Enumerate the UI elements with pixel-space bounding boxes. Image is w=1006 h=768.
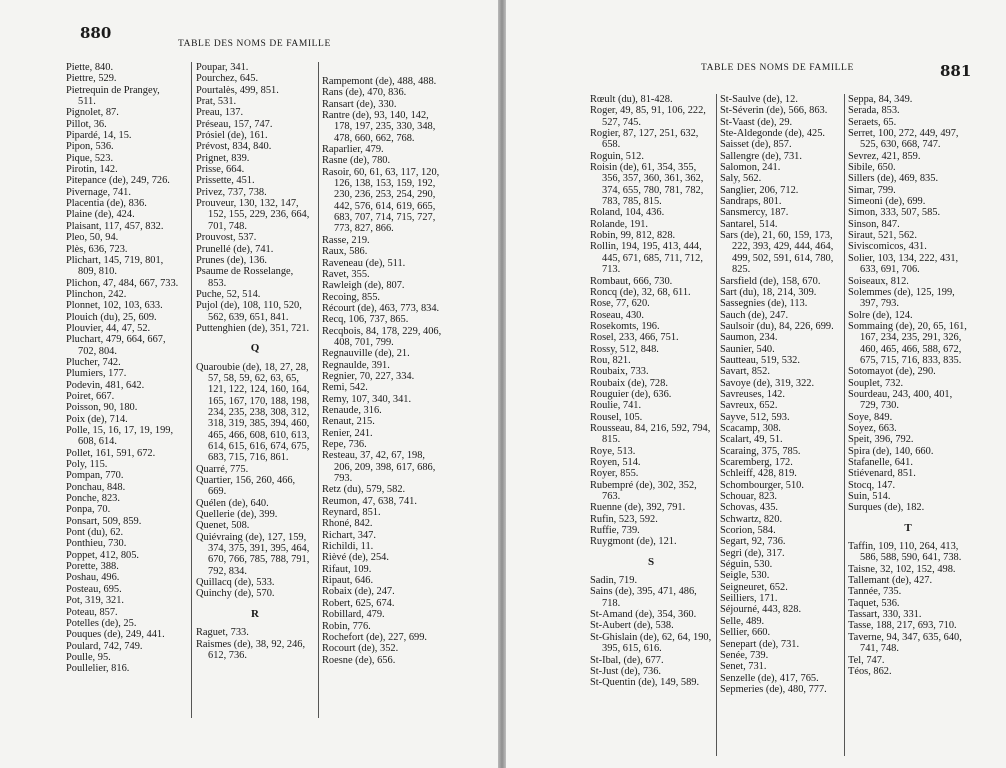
index-column: [720, 94, 842, 695]
index-entry: Ponche, 823.: [66, 493, 120, 505]
index-entry: Prat, 531.: [196, 96, 237, 108]
index-column: [848, 94, 968, 677]
index-entry: Tallemant (de), 427.: [848, 575, 933, 587]
index-entry: Prósiel (de), 161.: [196, 130, 268, 142]
index-entry: Plucher, 742.: [66, 356, 121, 368]
index-entry: Poppet, 412, 805.: [66, 549, 140, 561]
index-entry: Siraut, 521, 562.: [848, 230, 917, 242]
index-entry: Serret, 100, 272, 449, 497, 525, 630, 668, 747.: [848, 128, 959, 151]
index-entry: Rolande, 191.: [590, 218, 649, 230]
index-entry: Retz (du), 579, 582.: [322, 484, 406, 496]
index-entry: Rampemont (de), 488, 488.: [322, 76, 437, 87]
index-entry: Préseau, 157, 747.: [196, 118, 273, 130]
index-entry: Quinchy (de), 570.: [196, 588, 275, 600]
index-entry: Roubaix, 733.: [590, 366, 649, 378]
index-entry: Regnaulde, 391.: [322, 359, 390, 371]
index-entry: Schwartz, 820.: [720, 513, 783, 525]
section-letter: T: [904, 521, 912, 534]
index-entry: Pot, 319, 321.: [66, 595, 125, 607]
index-entry: Tel, 747.: [848, 654, 885, 666]
index-entry: Pirotin, 142.: [66, 164, 118, 176]
index-entry: Ponpa, 70.: [66, 504, 111, 516]
index-entry: Poupar, 341.: [196, 62, 249, 73]
index-entry: Poisson, 90, 180.: [66, 402, 138, 414]
index-entry: Rousel, 105.: [590, 411, 643, 423]
index-entry: Schovas, 435.: [720, 502, 779, 514]
index-entry: Saly, 562.: [720, 173, 762, 185]
index-entry: Sourdeau, 243, 400, 401, 729, 730.: [848, 388, 953, 412]
index-entry: Pollet, 161, 591, 672.: [66, 447, 156, 459]
index-entry: Robert, 625, 674.: [322, 597, 395, 609]
index-entry: Plès, 636, 723.: [66, 243, 128, 255]
index-entry: Schouar, 823.: [720, 491, 778, 503]
index-entry: Rocourt (de), 352.: [322, 643, 399, 655]
index-entry: Plouvier, 44, 47, 52.: [66, 322, 151, 334]
index-entry: Savreuses, 142.: [720, 388, 785, 400]
index-entry: Reumon, 47, 638, 741.: [322, 495, 417, 507]
index-entry: Selle, 489.: [720, 615, 765, 627]
index-entry: Sevrez, 421, 859.: [848, 150, 921, 162]
index-entry: Renaude, 316.: [322, 404, 382, 416]
index-entry: Scacamp, 308.: [720, 422, 781, 434]
index-entry: Scalart, 49, 51.: [720, 434, 783, 446]
index-entry: Sellier, 660.: [720, 627, 771, 639]
index-entry: Speit, 396, 792.: [848, 434, 914, 446]
index-entry: Recqbois, 84, 178, 229, 406, 408, 701, 799.: [322, 325, 442, 348]
index-entry: St-Amand (de), 354, 360.: [590, 609, 697, 621]
index-entry: Simar, 799.: [848, 184, 896, 196]
index-entry: Roisin (de), 61, 354, 355, 356, 357, 360, 361, 362, 374, 655, 780, 781, 782, 783, 785, 815.: [590, 162, 704, 208]
index-entry: Pourtalès, 499, 851.: [196, 84, 279, 96]
index-entry: Pivernage, 741.: [66, 186, 131, 198]
index-entry: Seraets, 65.: [848, 116, 897, 128]
index-entry: Senzelle (de), 417, 765.: [720, 672, 819, 684]
index-entry: Pluchart, 479, 664, 667, 702, 804.: [66, 334, 166, 357]
index-entry: Poix (de), 714.: [66, 413, 128, 425]
index-entry: Seilliers, 171.: [720, 593, 778, 605]
index-entry: Poiret, 667.: [66, 390, 115, 402]
index-entry: Preau, 137.: [196, 107, 244, 119]
index-entry: Sandraps, 801.: [720, 196, 782, 208]
index-entry: Saisset (de), 857.: [720, 139, 792, 151]
column-rule: [716, 94, 717, 756]
page-number: 881: [940, 62, 972, 80]
index-entry: Quartier, 156, 260, 466, 669.: [196, 475, 296, 498]
index-entry: Seigle, 530.: [720, 570, 770, 582]
index-entry: Solemmes (de), 125, 199, 397, 793.: [848, 286, 955, 310]
index-entry: Seppa, 84, 349.: [848, 94, 913, 105]
index-entry: Rièvé (de), 254.: [322, 552, 389, 564]
index-entry: Sauch (de), 247.: [720, 309, 789, 321]
index-entry: Potelles (de), 25.: [66, 617, 137, 629]
index-entry: Roye, 513.: [590, 445, 636, 457]
index-entry: Remi, 542.: [322, 382, 368, 394]
index-entry: Robin, 776.: [322, 620, 371, 632]
index-entry: Robaix (de), 247.: [322, 586, 395, 598]
index-entry: St-Just (de), 736.: [590, 665, 661, 677]
book-gutter: [498, 0, 506, 768]
index-entry: Recoing, 855.: [322, 291, 381, 303]
index-entry: Solier, 103, 134, 222, 431, 633, 691, 706.: [848, 252, 959, 276]
index-entry: Pipon, 536.: [66, 141, 114, 153]
index-entry: Spira (de), 140, 660.: [848, 445, 934, 457]
index-entry: Resteau, 37, 42, 67, 198, 206, 209, 398, 617, 686, 793.: [322, 450, 436, 485]
index-entry: Solre (de), 124.: [848, 309, 913, 321]
index-entry: Sars (de), 21, 60, 159, 173, 222, 393, 429, 444, 464, 499, 502, 591, 614, 780, 825.: [720, 230, 834, 276]
index-entry: Remy, 107, 340, 341.: [322, 393, 412, 405]
index-entry: Serada, 853.: [848, 105, 900, 117]
index-entry: Quillacq (de), 533.: [196, 577, 275, 589]
index-entry: St-Vaast (de), 29.: [720, 116, 793, 128]
page-number: 880: [80, 24, 112, 42]
index-entry: Prévost, 834, 840.: [196, 141, 272, 153]
index-entry: Podevin, 481, 642.: [66, 379, 145, 391]
index-entry: Raguet, 733.: [196, 627, 249, 639]
section-letter: S: [647, 555, 655, 568]
index-entry: Sepmeries (de), 480, 777.: [720, 683, 827, 695]
index-entry: Soiseaux, 812.: [848, 275, 909, 287]
index-column: [590, 94, 712, 689]
index-entry: Poshau, 496.: [66, 572, 120, 584]
index-entry: Quélen (de), 640.: [196, 497, 269, 509]
running-head: TABLE DES NOMS DE FAMILLE: [701, 63, 854, 73]
index-entry: Prunellé (de), 741.: [196, 243, 274, 255]
index-entry: Quenet, 508.: [196, 520, 250, 532]
index-entry: Pont (du), 62.: [66, 527, 124, 539]
section-letter: R: [251, 607, 259, 620]
index-entry: Schombourger, 510.: [720, 479, 804, 491]
index-entry: Plumiers, 177.: [66, 368, 127, 380]
index-entry: Posteau, 695.: [66, 583, 122, 595]
index-entry: Sillers (de), 469, 835.: [848, 173, 939, 185]
index-entry: Senet, 731.: [720, 661, 767, 673]
index-entry: Ransart (de), 330.: [322, 98, 397, 110]
index-entry: Sart (du), 18, 214, 309.: [720, 286, 817, 298]
index-entry: Rasoir, 60, 61, 63, 117, 120, 126, 138, 153, 159, 192, 230, 236, 253, 254, 290, 442, 576, 614, 619, 665, 683, 707, 714, 715, 727, 773, 827, 866.: [322, 166, 440, 235]
index-entry: Sanglier, 206, 712.: [720, 184, 799, 196]
index-entry: Pujol (de), 108, 110, 520, 562, 639, 651, 841.: [196, 300, 302, 323]
index-entry: Taverne, 94, 347, 635, 640, 741, 748.: [848, 631, 962, 655]
index-entry: Ponsart, 509, 859.: [66, 515, 142, 527]
index-entry: Regnauville (de), 21.: [322, 348, 410, 360]
index-entry: Recq, 106, 737, 865.: [322, 314, 409, 326]
index-entry: St-Ibal, (de), 677.: [590, 654, 664, 666]
index-entry: Tannée, 735.: [848, 586, 902, 598]
index-entry: Psaume de Rosselange, 853.: [196, 266, 294, 289]
index-entry: Piettre, 529.: [66, 73, 117, 85]
index-entry: Plinchon, 242.: [66, 288, 127, 300]
index-entry: Poteau, 857.: [66, 606, 118, 618]
index-column: [66, 62, 180, 675]
index-entry: Rombaut, 666, 730.: [590, 275, 673, 287]
index-entry: Siviscomicos, 431.: [848, 241, 927, 253]
index-entry: Ruygmont (de), 121.: [590, 536, 677, 548]
index-entry: Rouguier (de), 636.: [590, 388, 672, 400]
index-entry: Richildi, 11.: [322, 541, 374, 553]
index-entry: Prignet, 839.: [196, 152, 250, 164]
index-entry: Roger, 49, 85, 91, 106, 222, 527, 745.: [590, 105, 706, 128]
index-entry: Ravet, 355.: [322, 268, 370, 280]
index-entry: Simon, 333, 507, 585.: [848, 207, 941, 219]
index-entry: Scaremberg, 172.: [720, 457, 793, 468]
index-entry: St-Séverin (de), 566, 863.: [720, 105, 828, 117]
index-column: [322, 76, 444, 666]
index-entry: Regnier, 70, 227, 334.: [322, 370, 415, 382]
index-entry: Ste-Aldegonde (de), 425.: [720, 128, 826, 140]
index-entry: Pique, 523.: [66, 152, 114, 164]
index-entry: Prunes (de), 136.: [196, 254, 267, 266]
index-entry: Pignolet, 87.: [66, 107, 119, 119]
index-entry: Prissette, 451.: [196, 175, 255, 187]
index-entry: Soyez, 663.: [848, 422, 897, 434]
index-entry: Téos, 862.: [848, 665, 892, 677]
index-entry: Stocq, 147.: [848, 479, 896, 491]
index-entry: Repe, 736.: [322, 439, 367, 450]
index-entry: Saumon, 234.: [720, 332, 778, 344]
index-entry: Récourt (de), 463, 773, 834.: [322, 302, 440, 314]
index-entry: Pietrequin de Prangey, 511.: [66, 84, 160, 108]
index-entry: Richart, 347.: [322, 529, 376, 541]
index-entry: Sadin, 719.: [590, 575, 638, 587]
index-entry: Plichart, 145, 719, 801, 809, 810.: [66, 254, 164, 278]
index-entry: Sarsfield (de), 158, 670.: [720, 275, 821, 287]
index-column: [196, 62, 314, 661]
section-letter: Q: [250, 342, 260, 355]
index-entry: Quellerie (de), 399.: [196, 509, 278, 521]
index-entry: Raveneau (de), 511.: [322, 257, 406, 269]
index-entry: Rifaut, 109.: [322, 563, 372, 575]
index-entry: Plonnet, 102, 103, 633.: [66, 300, 163, 312]
index-entry: Roland, 104, 436.: [590, 207, 665, 219]
index-entry: Rasne (de), 780.: [322, 155, 391, 167]
index-entry: Prouvost, 537.: [196, 232, 257, 244]
index-entry: Raparlier, 479.: [322, 144, 384, 156]
index-entry: Segri (de), 317.: [720, 547, 785, 559]
index-entry: Suin, 514.: [848, 491, 891, 503]
index-entry: Surques (de), 182.: [848, 502, 925, 514]
index-entry: Saulsoir (du), 84, 226, 699.: [720, 320, 834, 332]
index-entry: Prouveur, 130, 132, 147, 152, 155, 229, 236, 664, 701, 748.: [196, 198, 310, 232]
index-entry: Pouques (de), 249, 441.: [66, 629, 165, 641]
index-entry: Renaut, 215.: [322, 416, 375, 428]
index-entry: Salomon, 241.: [720, 162, 781, 174]
index-entry: Schleiff, 428, 819.: [720, 468, 797, 480]
index-entry: Savreux, 652.: [720, 400, 778, 412]
index-entry: Rhoné, 842.: [322, 518, 373, 530]
index-entry: Ponthieu, 730.: [66, 538, 127, 550]
index-entry: Roseau, 430.: [590, 309, 644, 321]
index-entry: Polle, 15, 16, 17, 19, 199, 608, 614.: [66, 425, 174, 448]
index-entry: Pitepance (de), 249, 726.: [66, 175, 170, 187]
index-entry: Roguin, 512.: [590, 150, 644, 162]
index-entry: Soye, 849.: [848, 411, 893, 423]
index-entry: Rubempré (de), 302, 352, 763.: [590, 479, 697, 503]
index-entry: Raux, 586.: [322, 246, 368, 258]
index-entry: Renier, 241.: [322, 427, 373, 439]
index-entry: Séjourné, 443, 828.: [720, 604, 802, 616]
index-entry: Sassegnies (de), 113.: [720, 298, 808, 310]
index-entry: Porette, 388.: [66, 561, 119, 573]
index-entry: Ruffie, 739.: [590, 525, 640, 537]
index-entry: Sinson, 847.: [848, 218, 900, 230]
index-entry: St-Quentin (de), 149, 589.: [590, 677, 700, 689]
index-entry: Tassart, 330, 331.: [848, 609, 922, 621]
index-entry: Royer, 855.: [590, 468, 639, 480]
index-entry: Plaine (de), 424.: [66, 209, 135, 221]
index-entry: Taquet, 536.: [848, 597, 900, 609]
index-entry: Sotomayot (de), 290.: [848, 366, 936, 378]
index-entry: Rasse, 219.: [322, 234, 370, 246]
index-entry: Senepart (de), 731.: [720, 638, 800, 650]
index-entry: Stafanelle, 641.: [848, 457, 913, 468]
index-entry: Sibile, 650.: [848, 162, 896, 174]
index-entry: Rantre (de), 93, 140, 142, 178, 197, 235, 330, 348, 478, 660, 662, 768.: [322, 110, 436, 144]
column-rule: [318, 62, 319, 718]
index-entry: Ripaut, 646.: [322, 575, 374, 587]
index-entry: Robillard, 479.: [322, 609, 385, 621]
index-entry: Senée, 739.: [720, 649, 769, 661]
index-entry: Scaraing, 375, 785.: [720, 445, 801, 457]
index-entry: Sains (de), 395, 471, 486, 718.: [590, 586, 697, 609]
index-entry: Poullelier, 816.: [66, 663, 130, 675]
index-entry: Quiévraing (de), 127, 159, 374, 375, 391, 395, 464, 670, 766, 785, 788, 791, 792, 834.: [196, 531, 310, 577]
running-head: TABLE DES NOMS DE FAMILLE: [178, 39, 331, 49]
index-entry: Seigneuret, 652.: [720, 581, 788, 593]
index-entry: Sansmercy, 187.: [720, 207, 789, 219]
index-entry: Placentia (de), 836.: [66, 198, 147, 210]
index-entry: Rollin, 194, 195, 413, 444, 445, 671, 685, 711, 712, 713.: [590, 241, 703, 276]
index-entry: Segart, 92, 736.: [720, 536, 786, 548]
index-entry: Sayve, 512, 593.: [720, 411, 790, 423]
index-entry: Rufin, 523, 592.: [590, 513, 658, 525]
index-entry: Puche, 52, 514.: [196, 288, 261, 300]
index-entry: Sommaing (de), 20, 65, 161, 167, 234, 235, 291, 326, 460, 465, 466, 588, 672, 675, 715, 716, 833, 835.: [848, 320, 967, 366]
index-entry: Ruenne (de), 392, 791.: [590, 502, 686, 514]
index-entry: Rose, 77, 620.: [590, 298, 650, 310]
index-entry: Quaroubie (de), 18, 27, 28, 57, 58, 59, 62, 63, 65, 121, 122, 124, 160, 164, 165, 167, 170, 188, 198, 234, 235, 238, 308, 312, 318, 319, 385, 394, 460, 465, 466, 608, 610, 613, 614, 615, 616, 674, 675, 683, 715, 716, 861.: [196, 361, 310, 464]
index-entry: Pillot, 36.: [66, 118, 107, 130]
index-entry: Simeoni (de), 699.: [848, 196, 926, 208]
index-entry: St-Aubert (de), 538.: [590, 620, 674, 632]
index-entry: Sallengre (de), 731.: [720, 150, 802, 162]
index-entry: Stiévenard, 851.: [848, 468, 916, 480]
left-page: [0, 0, 498, 768]
index-entry: Saunier, 540.: [720, 343, 775, 355]
index-entry: Robin, 99, 812, 828.: [590, 230, 676, 242]
index-entry: St-Saulve (de), 12.: [720, 94, 798, 105]
index-entry: Ponchau, 848.: [66, 481, 126, 493]
index-entry: Roesne (de), 656.: [322, 654, 396, 666]
index-entry: Rou, 821.: [590, 354, 631, 366]
index-entry: Quarré, 775.: [196, 463, 249, 475]
index-entry: Savart, 852.: [720, 366, 770, 378]
index-entry: Séguin, 530.: [720, 559, 773, 571]
column-rule: [191, 62, 192, 718]
index-entry: Rans (de), 470, 836.: [322, 87, 407, 99]
index-entry: Rochefort (de), 227, 699.: [322, 631, 428, 643]
index-entry: Pipardé, 14, 15.: [66, 130, 132, 142]
index-entry: Taisne, 32, 102, 152, 498.: [848, 563, 956, 575]
index-entry: Sautteau, 519, 532.: [720, 354, 800, 366]
index-entry: Privez, 737, 738.: [196, 186, 267, 198]
index-entry: Rogier, 87, 127, 251, 632, 658.: [590, 128, 699, 151]
index-entry: Roubaix (de), 728.: [590, 377, 668, 389]
right-page: [506, 0, 1006, 768]
index-entry: Taffin, 109, 110, 264, 413, 586, 588, 590, 641, 738.: [848, 541, 962, 564]
index-entry: Rosekomts, 196.: [590, 320, 660, 332]
index-entry: Rœult (du), 81-428.: [590, 94, 673, 105]
index-entry: Rosel, 233, 466, 751.: [590, 332, 679, 344]
index-entry: Rossy, 512, 848.: [590, 343, 659, 355]
index-entry: Santarel, 514.: [720, 218, 778, 230]
index-entry: Pleo, 50, 94.: [66, 232, 119, 244]
index-entry: Piette, 840.: [66, 62, 114, 73]
index-entry: Plaisant, 117, 457, 832.: [66, 220, 164, 232]
index-entry: Reynard, 851.: [322, 507, 381, 519]
index-entry: Poly, 115.: [66, 459, 108, 471]
column-rule: [844, 94, 845, 756]
index-entry: Prisse, 664.: [196, 164, 245, 176]
index-entry: Royen, 514.: [590, 457, 641, 468]
index-entry: Pourchez, 645.: [196, 73, 259, 85]
index-entry: Poulle, 95.: [66, 651, 111, 663]
index-entry: Pompan, 770.: [66, 470, 124, 482]
index-entry: Savoye (de), 319, 322.: [720, 377, 815, 389]
index-entry: Scorion, 584.: [720, 525, 776, 537]
index-entry: Plouich (du), 25, 609.: [66, 311, 157, 323]
index-entry: Souplet, 732.: [848, 377, 904, 389]
index-entry: Roulie, 741.: [590, 400, 642, 412]
index-entry: Puttenghien (de), 351, 721.: [196, 322, 310, 334]
index-entry: Rawleigh (de), 807.: [322, 280, 405, 292]
index-entry: Raismes (de), 38, 92, 246, 612, 736.: [196, 638, 306, 661]
index-entry: Plichon, 47, 484, 667, 733.: [66, 277, 179, 289]
index-entry: Roncq (de), 32, 68, 611.: [590, 286, 691, 298]
index-entry: Tasse, 188, 217, 693, 710.: [848, 620, 957, 632]
index-entry: Rousseau, 84, 216, 592, 794, 815.: [590, 422, 711, 446]
index-entry: Poulard, 742, 749.: [66, 640, 143, 652]
index-entry: St-Ghislain (de), 62, 64, 190, 395, 615, 616.: [590, 631, 712, 655]
